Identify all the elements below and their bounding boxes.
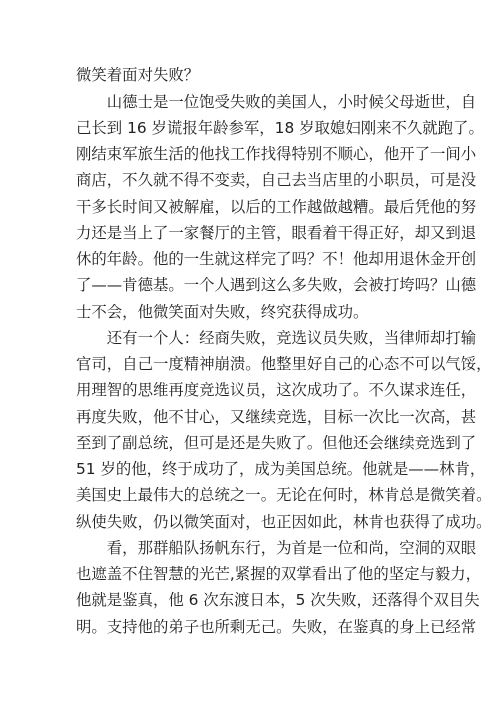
text-line: 至到了副总统，但可是还是失败了。但他还会继续竞选到了 xyxy=(76,434,477,452)
text-line: 己长到 16 岁谎报年龄参军，18 岁取媳妇刚来不久就跑了。 xyxy=(76,119,484,137)
text-line: 他就是鉴真，他 6 次东渡日本，5 次失败，还落得个双目失 xyxy=(76,591,480,609)
text-line: 还有一个人：经商失败，竞选议员失败，当律师却打输 xyxy=(76,329,477,347)
text-line: 了——肯德基。一个人遇到这么多失败，会被打垮吗？山德 xyxy=(76,276,477,294)
text-line: 商店，不久就不得不变卖，自己去当店里的小职员，可是没 xyxy=(76,171,477,189)
text-line: 官司，自己一度精神崩溃。他整里好自己的心态不可以气馁， xyxy=(76,355,492,373)
text-line: 再度失败，他不甘心，又继续竞选，目标一次比一次高，甚 xyxy=(76,408,477,426)
text-line: 明。支持他的弟子也所剩无己。失败，在鉴真的身上已经常 xyxy=(76,618,477,636)
text-line: 休的年龄。他的一生就这样完了吗？不！他却用退休金开创 xyxy=(76,250,477,268)
text-line: 美国史上最伟大的总统之一。无论在何时，林肯总是微笑着。 xyxy=(76,486,492,504)
text-line: 看，那群船队扬帆东行，为首是一位和尚，空洞的双眼 xyxy=(76,539,477,557)
text-line: 干多长时间又被解雇，以后的工作越做越糟。最后凭他的努 xyxy=(76,198,477,216)
text-line: 刚结束军旅生活的他找工作找得特别不顺心，他开了一间小 xyxy=(76,145,477,163)
text-line: 用理智的思维再度竞选议员，这次成功了。不久谋求连任， xyxy=(76,381,477,399)
text-line: 山德士是一位饱受失败的美国人，小时候父母逝世，自 xyxy=(76,93,477,111)
text-line: 51 岁的他，终于成功了，成为美国总统。他就是——林肯， xyxy=(76,460,486,478)
essay-heading: 微笑着面对失败？ xyxy=(76,66,200,84)
text-line: 力还是当上了一家餐厅的主管，眼看着干得正好，却又到退 xyxy=(76,224,477,242)
text-line: 纵使失败，仍以微笑面对，也正因如此，林肯也获得了成功。 xyxy=(76,513,492,531)
text-line: 士不会，他微笑面对失败，终究获得成功。 xyxy=(76,303,369,321)
text-line: 也遮盖不住智慧的光芒,紧握的双掌看出了他的坚定与毅力， xyxy=(76,565,482,583)
